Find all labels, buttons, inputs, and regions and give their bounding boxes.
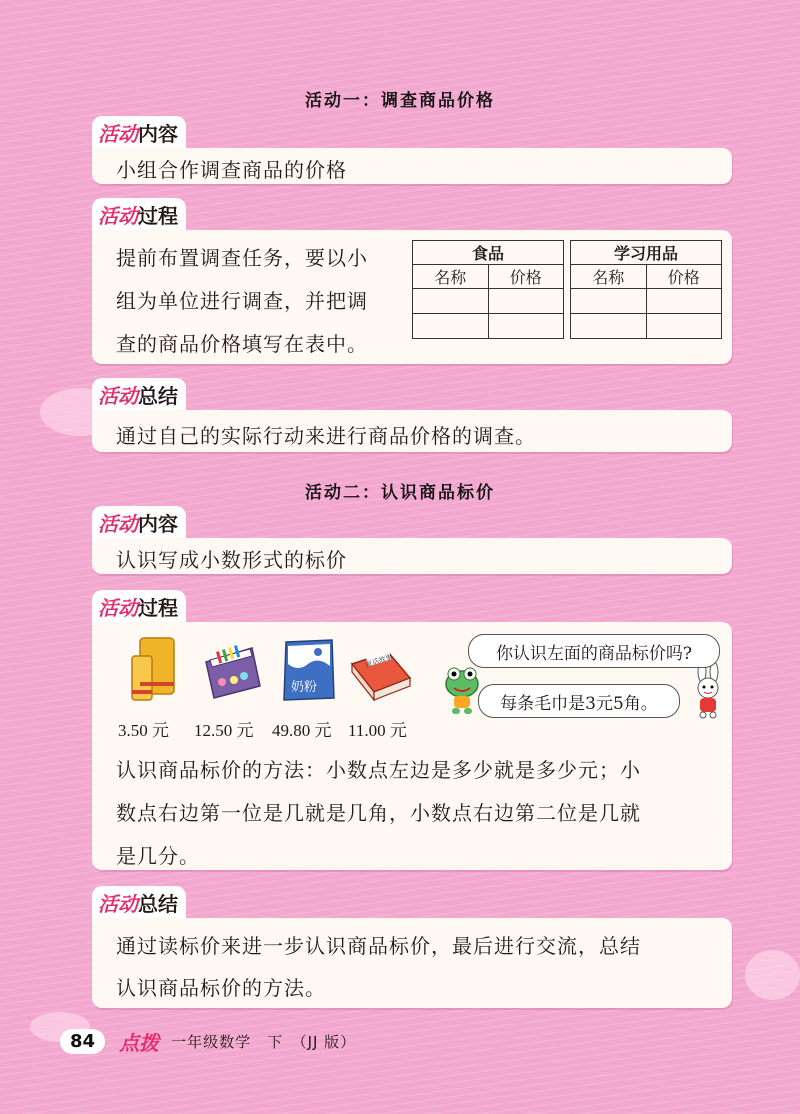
- activity1-content-box: [92, 148, 732, 184]
- activity2-summary-line: 通过读标价来进一步认识商品标价，最后进行交流，总结: [116, 934, 641, 958]
- activity1-process-line: 提前布置调查任务，要以小: [116, 246, 368, 270]
- page-footer: [60, 1026, 356, 1056]
- tag-black-text: 过程: [138, 595, 178, 620]
- milk-powder-label: 奶粉: [291, 680, 318, 695]
- tag-red-text: 活动: [98, 121, 138, 146]
- food-price-table: [412, 240, 564, 339]
- crayon-box-icon: [200, 640, 266, 702]
- activity2-title: 活动二：认识商品标价: [305, 483, 495, 503]
- page-number: 84: [60, 1029, 105, 1054]
- food-table-cell[interactable]: [488, 314, 564, 339]
- activity1-process-line: 查的商品价格填写在表中。: [116, 332, 368, 356]
- activity2-process-line: 认识商品标价的方法：小数点左边是多少就是多少元；小: [116, 758, 641, 782]
- tag-red-text: 活动: [98, 891, 138, 916]
- activity1-content-text: 小组合作调查商品的价格: [116, 158, 347, 182]
- decorative-cloud: [745, 950, 800, 1000]
- tag-red-text: 活动: [98, 203, 138, 228]
- tag-red-text: 活动: [98, 511, 138, 536]
- activity2-summary-tag: [92, 886, 186, 918]
- tag-black-text: 总结: [138, 383, 178, 408]
- activity1-title: 活动一：调查商品价格: [305, 91, 495, 111]
- towel-icon: [126, 636, 186, 704]
- food-table-cell[interactable]: [488, 289, 564, 314]
- supplies-table-cell[interactable]: [571, 314, 647, 339]
- food-table-cell[interactable]: [413, 314, 489, 339]
- activity2-process-line: 是几分。: [116, 844, 200, 868]
- price-label: 3.50 元: [118, 721, 169, 740]
- brand-logo: 点拨: [119, 1030, 160, 1055]
- supplies-table-cell[interactable]: [646, 289, 722, 314]
- storybook-item: [348, 648, 414, 704]
- rabbit-character-icon: [688, 662, 728, 722]
- supplies-table-col-name: 名称: [571, 265, 647, 289]
- activity1-summary-tag: [92, 378, 186, 410]
- speech-bubble-rabbit: 每条毛巾是3元5角。: [478, 684, 680, 718]
- activity1-process-box: [92, 230, 732, 364]
- tag-black-text: 内容: [138, 511, 178, 536]
- supplies-table-col-price: 价格: [646, 265, 722, 289]
- frog-character-icon: [442, 662, 482, 718]
- activity1-summary-box: [92, 410, 732, 452]
- activity2-summary-box: [92, 918, 732, 1008]
- activity1-process-tag: [92, 198, 186, 230]
- activity1-content-tag: [92, 116, 186, 148]
- food-table-col-price: 价格: [488, 265, 564, 289]
- price-label: 49.80 元: [272, 721, 332, 740]
- activity2-content-text: 认识写成小数形式的标价: [116, 548, 347, 572]
- tag-black-text: 总结: [138, 891, 178, 916]
- food-table-title: 食品: [413, 241, 564, 265]
- price-label: 11.00 元: [348, 721, 407, 740]
- activity2-process-box: [92, 622, 732, 870]
- speech-bubble-frog: 你认识左面的商品标价吗?: [468, 634, 720, 668]
- storybook-label: 童话故事: [364, 652, 394, 670]
- book-title: 一年级数学 下 （JJ 版）: [171, 1032, 357, 1051]
- food-table-cell[interactable]: [413, 289, 489, 314]
- activity2-process-line: 数点右边第一位是几就是几角，小数点右边第二位是几就: [116, 801, 641, 825]
- tag-black-text: 内容: [138, 121, 178, 146]
- activity2-content-box: [92, 538, 732, 574]
- tag-red-text: 活动: [98, 383, 138, 408]
- activity2-process-tag: [92, 590, 186, 622]
- price-label: 12.50 元: [194, 721, 254, 740]
- supplies-table-cell[interactable]: [646, 314, 722, 339]
- activity1-summary-text: 通过自己的实际行动来进行商品价格的调查。: [116, 424, 536, 448]
- activity1-process-line: 组为单位进行调查，并把调: [116, 289, 368, 313]
- supplies-table-cell[interactable]: [571, 289, 647, 314]
- milk-powder-item: [278, 636, 340, 704]
- activity2-summary-line: 认识商品标价的方法。: [116, 976, 326, 1000]
- supplies-price-table: [570, 240, 722, 339]
- activity2-content-tag: [92, 506, 186, 538]
- tag-black-text: 过程: [138, 203, 178, 228]
- tag-red-text: 活动: [98, 595, 138, 620]
- food-table-col-name: 名称: [413, 265, 489, 289]
- supplies-table-title: 学习用品: [571, 241, 722, 265]
